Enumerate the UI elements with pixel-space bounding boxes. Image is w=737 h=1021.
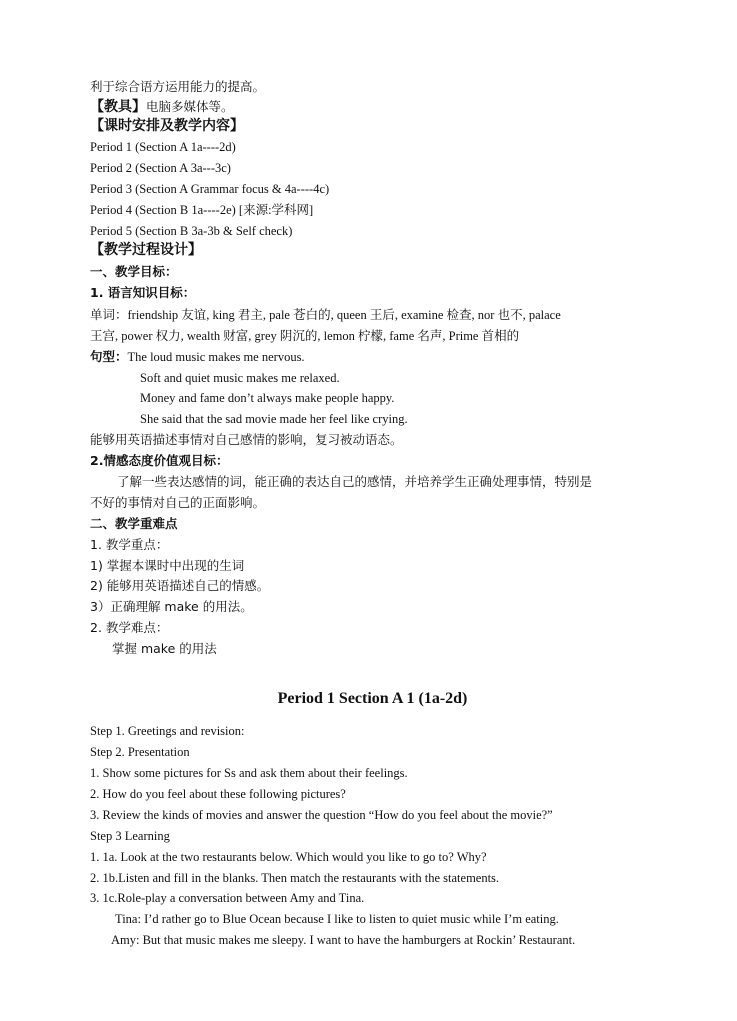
sentence-pattern-3: Money and fame don’t always make people happy. — [140, 391, 395, 405]
step-3-item-3: 3. 1c.Role-play a conversation between Amy and Tina. — [90, 891, 365, 905]
sentence-pattern-4: She said that the sad movie made her feel like crying. — [140, 412, 408, 426]
difficult-point-1: 掌握 make 的用法 — [112, 641, 217, 656]
teaching-aids-text: 电脑多媒体等。 — [146, 99, 234, 114]
objectives-heading: 一、教学目标： — [90, 264, 178, 279]
step-2: Step 2. Presentation — [90, 745, 190, 759]
step-3-item-2: 2. 1b.Listen and fill in the blanks. Then match the restaurants with the statements. — [90, 871, 500, 885]
key-point-3: 3）正确理解 make 的用法。 — [90, 599, 253, 614]
period-4-item: Period 4 (Section B 1a----2e) [来源:学科网] — [90, 203, 314, 217]
knowledge-objectives-heading: 1. 语言知识目标： — [90, 285, 196, 300]
key-point-1: 1) 掌握本课时中出现的生词 — [90, 558, 245, 573]
process-heading: 【教学过程设计】 — [90, 243, 202, 258]
step-3: Step 3 Learning — [90, 829, 170, 843]
step-3-item-1: 1. 1a. Look at the two restaurants below. Which would you like to go to? Why? — [90, 850, 487, 864]
sentence-patterns-line — [90, 348, 305, 366]
step-1: Step 1. Greetings and revision: — [90, 724, 245, 738]
sentence-patterns-label: 句型： — [90, 349, 128, 364]
vocabulary-line-2: 王宫, power 权力, wealth 财富, grey 阴沉的, lemon 柠檬, fame 名声, Prime 首相的 — [90, 329, 520, 343]
period-1-item: Period 1 (Section A 1a----2d) — [90, 140, 236, 154]
emotional-objectives-text-2: 不好的事情对自己的正面影响。 — [90, 495, 266, 510]
step-2-item-1: 1. Show some pictures for Ss and ask them about their feelings. — [90, 766, 408, 780]
key-points-subheading: 1. 教学重点： — [90, 537, 169, 552]
period-2-item: Period 2 (Section A 3a---3c) — [90, 161, 231, 175]
period-3-item: Period 3 (Section A Grammar focus & 4a----4c) — [90, 182, 330, 196]
dialogue-amy: Amy: But that music makes me sleepy. I want to have the hamburgers at Rockin’ Restaurant. — [111, 933, 576, 947]
dialogue-tina: Tina: I’d rather go to Blue Ocean because I like to listen to quiet music while I’m eating. — [115, 912, 559, 926]
key-point-2: 2) 能够用英语描述自己的情感。 — [90, 578, 270, 593]
vocabulary-line-1: 单词：friendship 友谊, king 君主, pale 苍白的, queen 王后, examine 检查, nor 也不, palace — [90, 308, 561, 322]
teaching-aids-heading: 【教具】 — [90, 100, 146, 115]
period-1-title: Period 1 Section A 1 (1a-2d) — [277, 690, 468, 707]
step-2-item-3: 3. Review the kinds of movies and answer the question “How do you feel about the movie?” — [90, 808, 553, 822]
schedule-heading: 【课时安排及教学内容】 — [90, 119, 244, 134]
objective-summary: 能够用英语描述事情对自己感情的影响，复习被动语态。 — [90, 432, 403, 447]
sentence-pattern-2: Soft and quiet music makes me relaxed. — [140, 371, 340, 385]
sentence-pattern-1: The loud music makes me nervous. — [127, 350, 305, 364]
emotional-objectives-heading: 2.情感态度价值观目标： — [90, 453, 229, 468]
period-5-item: Period 5 (Section B 3a-3b & Self check) — [90, 224, 293, 238]
emotional-objectives-text-1: 了解一些表达感情的词，能正确的表达自己的感情，并培养学生正确处理事情，特别是 — [117, 474, 593, 489]
step-2-item-2: 2. How do you feel about these following pictures? — [90, 787, 346, 801]
key-points-heading: 二、教学重难点 — [90, 516, 178, 531]
teaching-aids-line — [90, 98, 234, 117]
difficult-points-subheading: 2. 教学难点： — [90, 620, 169, 635]
intro-line: 利于综合语方运用能力的提高。 — [90, 79, 266, 94]
